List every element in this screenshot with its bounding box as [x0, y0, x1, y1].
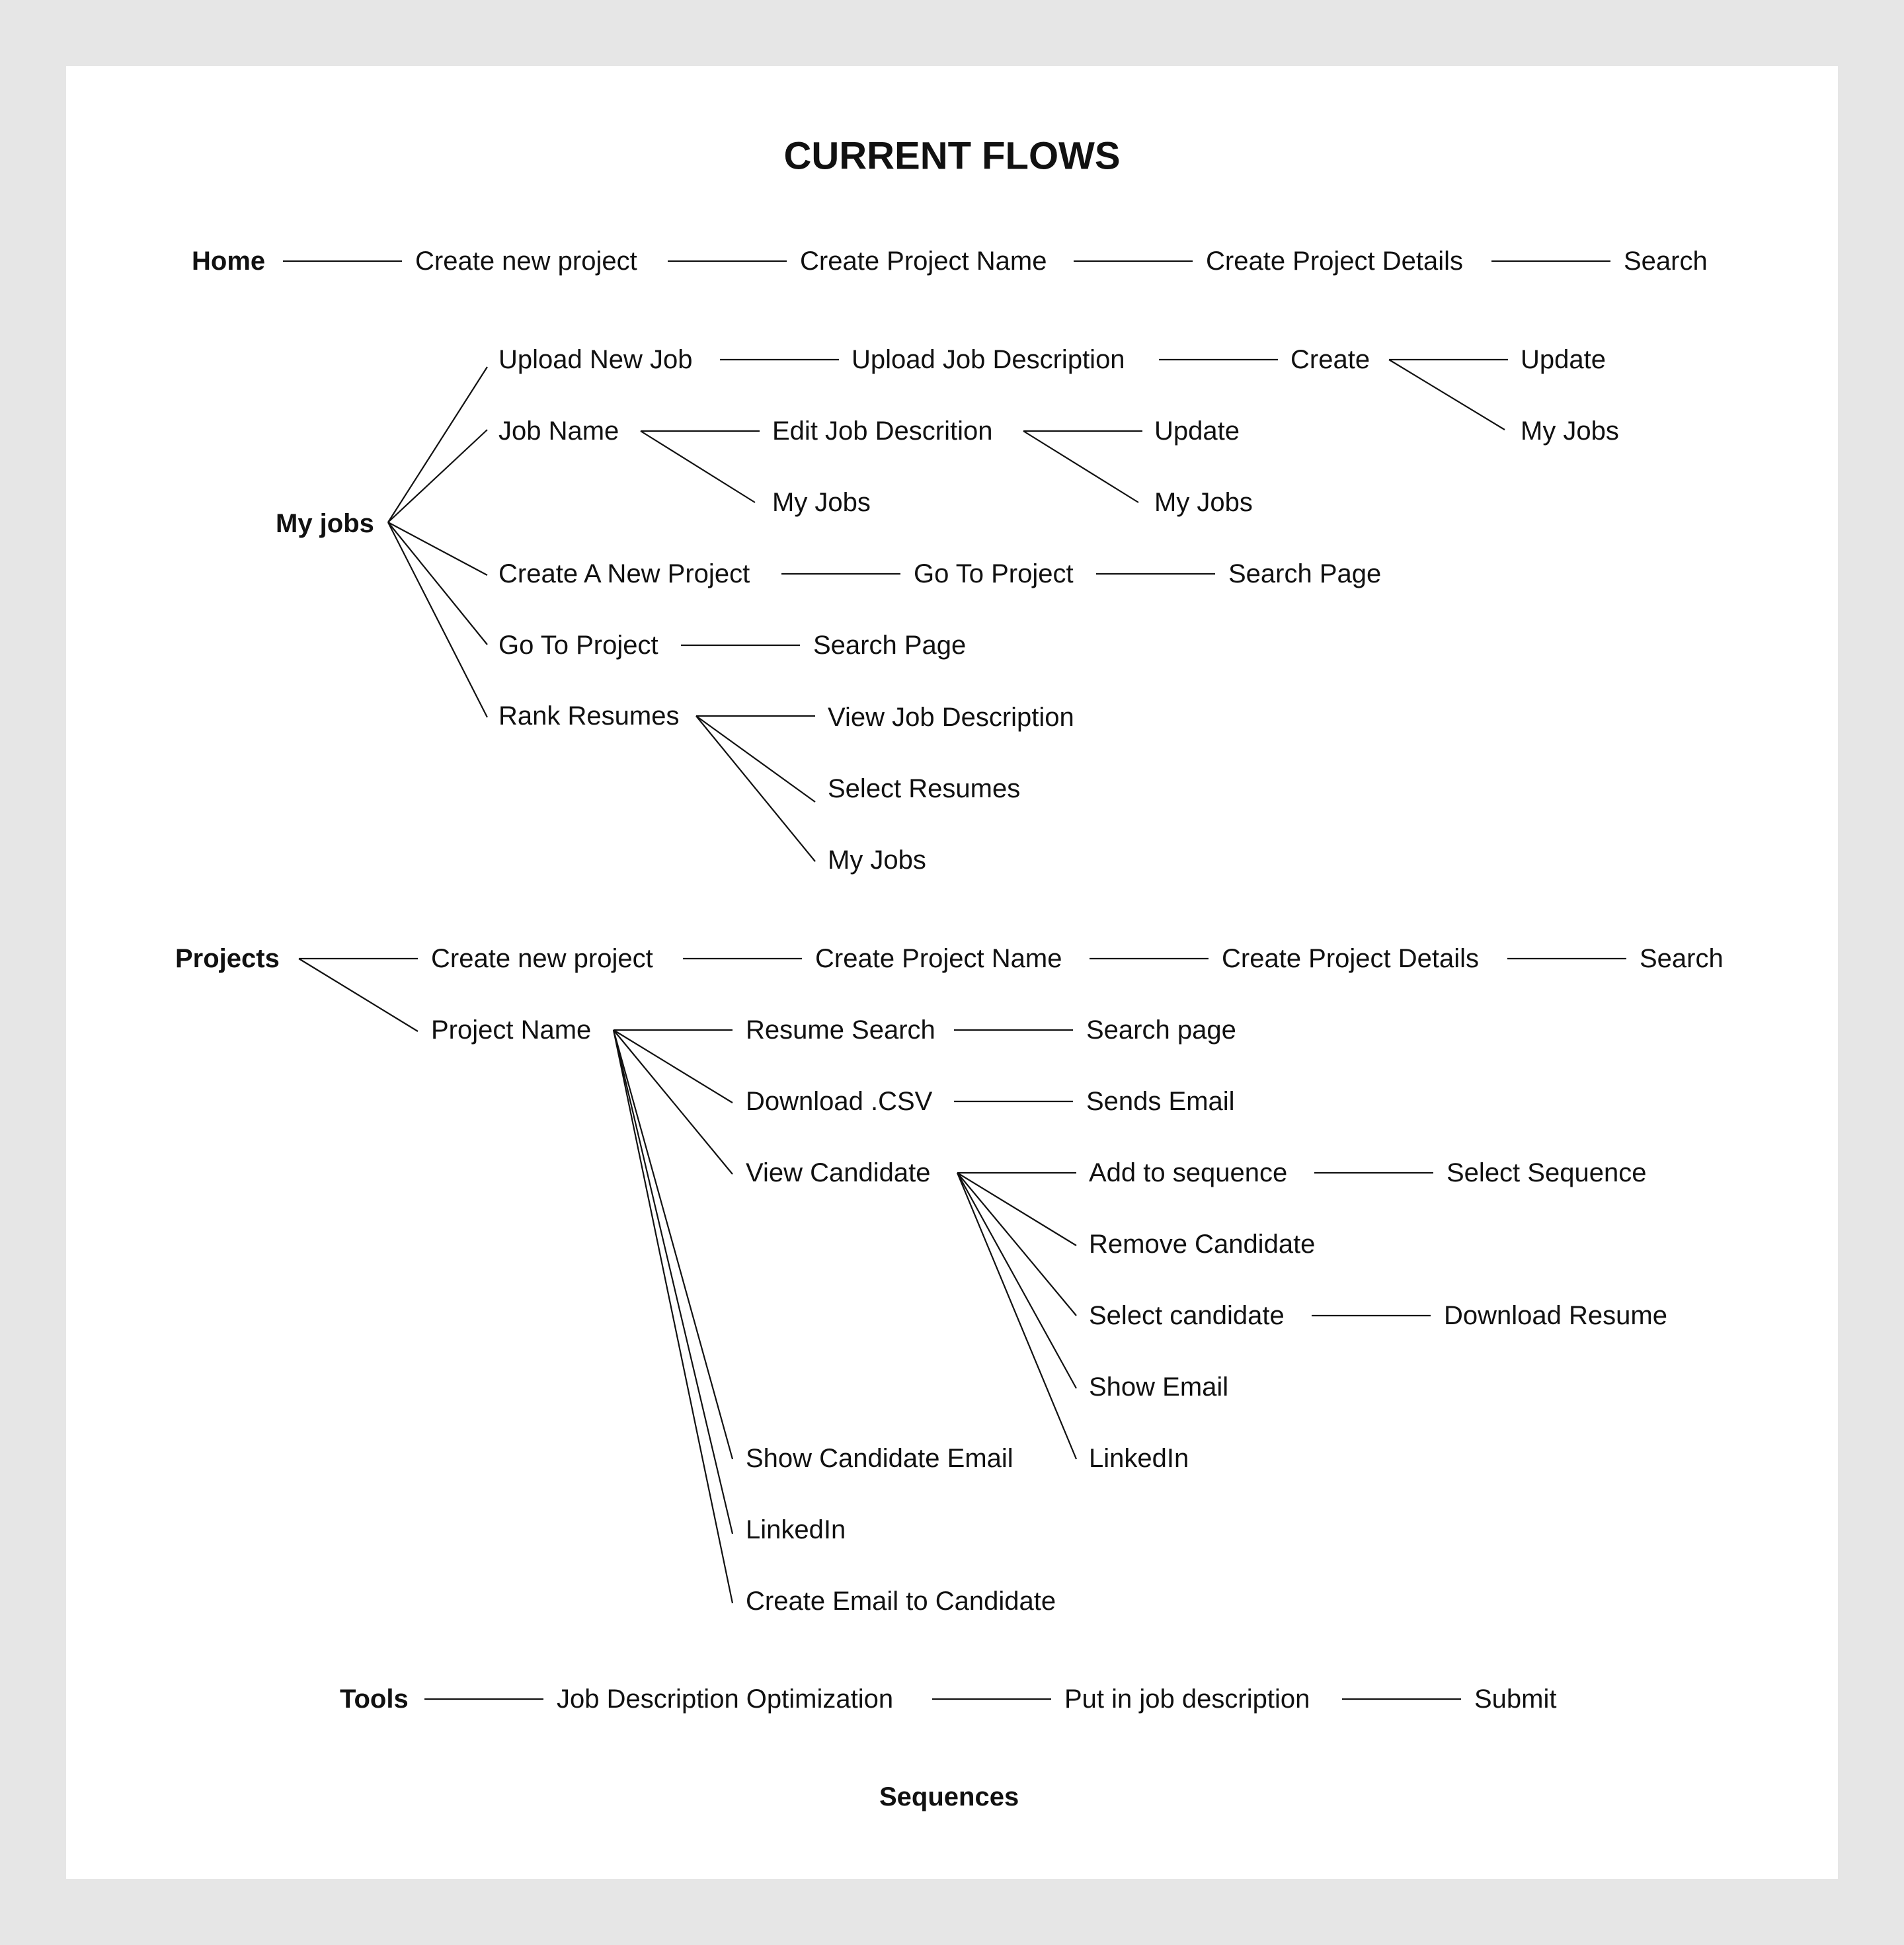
node-select-candidate: Select candidate [1089, 1301, 1285, 1330]
node-new-project-go-to-project: Go To Project [914, 559, 1074, 588]
node-projects-create-project-details: Create Project Details [1222, 944, 1480, 973]
node-edit-update: Update [1154, 417, 1240, 446]
connector [388, 522, 487, 717]
node-home: Home [192, 247, 266, 276]
node-upload-new-job: Upload New Job [498, 345, 693, 374]
node-upload-job-description: Upload Job Description [852, 345, 1125, 374]
node-sequences: Sequences [879, 1782, 1019, 1811]
node-select-sequence: Select Sequence [1447, 1158, 1647, 1187]
node-go-to-project-search-page: Search Page [813, 631, 967, 660]
node-home-create-project-details: Create Project Details [1206, 247, 1464, 276]
connector [641, 431, 755, 502]
connector [1389, 360, 1505, 430]
node-edit-my-jobs: My Jobs [1154, 488, 1253, 517]
node-rank-my-jobs: My Jobs [828, 846, 926, 875]
node-select-resumes: Select Resumes [828, 774, 1021, 803]
node-projects-create-new-project: Create new project [431, 944, 653, 973]
node-create: Create [1290, 345, 1370, 374]
node-submit: Submit [1474, 1685, 1557, 1714]
node-project-name: Project Name [431, 1015, 592, 1045]
node-new-project-search-page: Search Page [1228, 559, 1382, 588]
node-rank-resumes: Rank Resumes [498, 701, 680, 731]
sequences-flow [879, 1782, 1019, 1811]
node-create-email-to-candidate: Create Email to Candidate [746, 1587, 1056, 1616]
node-candidate-linkedin: LinkedIn [1089, 1444, 1189, 1473]
node-create-update: Update [1521, 345, 1606, 374]
connector [614, 1030, 733, 1459]
tools-flow [340, 1685, 1557, 1714]
node-download-resume: Download Resume [1444, 1301, 1667, 1330]
node-create-my-jobs: My Jobs [1521, 417, 1619, 446]
node-tools: Tools [340, 1685, 409, 1714]
connector [957, 1173, 1076, 1316]
node-linkedin: LinkedIn [746, 1515, 846, 1544]
node-search-page: Search page [1086, 1015, 1236, 1045]
node-edit-job-description: Edit Job Descrition [772, 417, 993, 446]
connector [957, 1173, 1076, 1246]
node-remove-candidate: Remove Candidate [1089, 1230, 1316, 1259]
node-go-to-project: Go To Project [498, 631, 658, 660]
node-home-search: Search [1624, 247, 1708, 276]
node-sends-email: Sends Email [1086, 1087, 1235, 1116]
connector [614, 1030, 733, 1603]
node-job-name: Job Name [498, 417, 619, 446]
node-show-email: Show Email [1089, 1372, 1229, 1402]
node-job-name-my-jobs: My Jobs [772, 488, 871, 517]
projects-flow [175, 944, 1724, 1616]
node-home-create-project-name: Create Project Name [800, 247, 1047, 276]
node-projects: Projects [175, 944, 280, 973]
node-create-a-new-project: Create A New Project [498, 559, 750, 588]
connector [1023, 431, 1138, 502]
connector [614, 1030, 733, 1174]
node-view-candidate: View Candidate [746, 1158, 931, 1187]
my-jobs-flow [276, 345, 1619, 875]
node-add-to-sequence: Add to sequence [1089, 1158, 1288, 1187]
connector [614, 1030, 733, 1534]
connector [957, 1173, 1076, 1459]
connector [388, 522, 487, 575]
node-resume-search: Resume Search [746, 1015, 935, 1045]
connector [299, 959, 418, 1031]
node-show-candidate-email: Show Candidate Email [746, 1444, 1013, 1473]
node-download-csv: Download .CSV [746, 1087, 933, 1116]
node-job-description-optimization: Job Description Optimization [557, 1685, 894, 1714]
diagram-title: CURRENT FLOWS [783, 134, 1121, 178]
node-put-in-job-description: Put in job description [1064, 1685, 1310, 1714]
connector [957, 1173, 1076, 1388]
node-home-create-new-project: Create new project [415, 247, 637, 276]
node-projects-create-project-name: Create Project Name [815, 944, 1062, 973]
node-projects-search: Search [1640, 944, 1724, 973]
connector [388, 522, 487, 645]
home-flow [192, 247, 1708, 276]
node-my-jobs: My jobs [276, 509, 374, 538]
node-view-job-description: View Job Description [828, 703, 1074, 732]
